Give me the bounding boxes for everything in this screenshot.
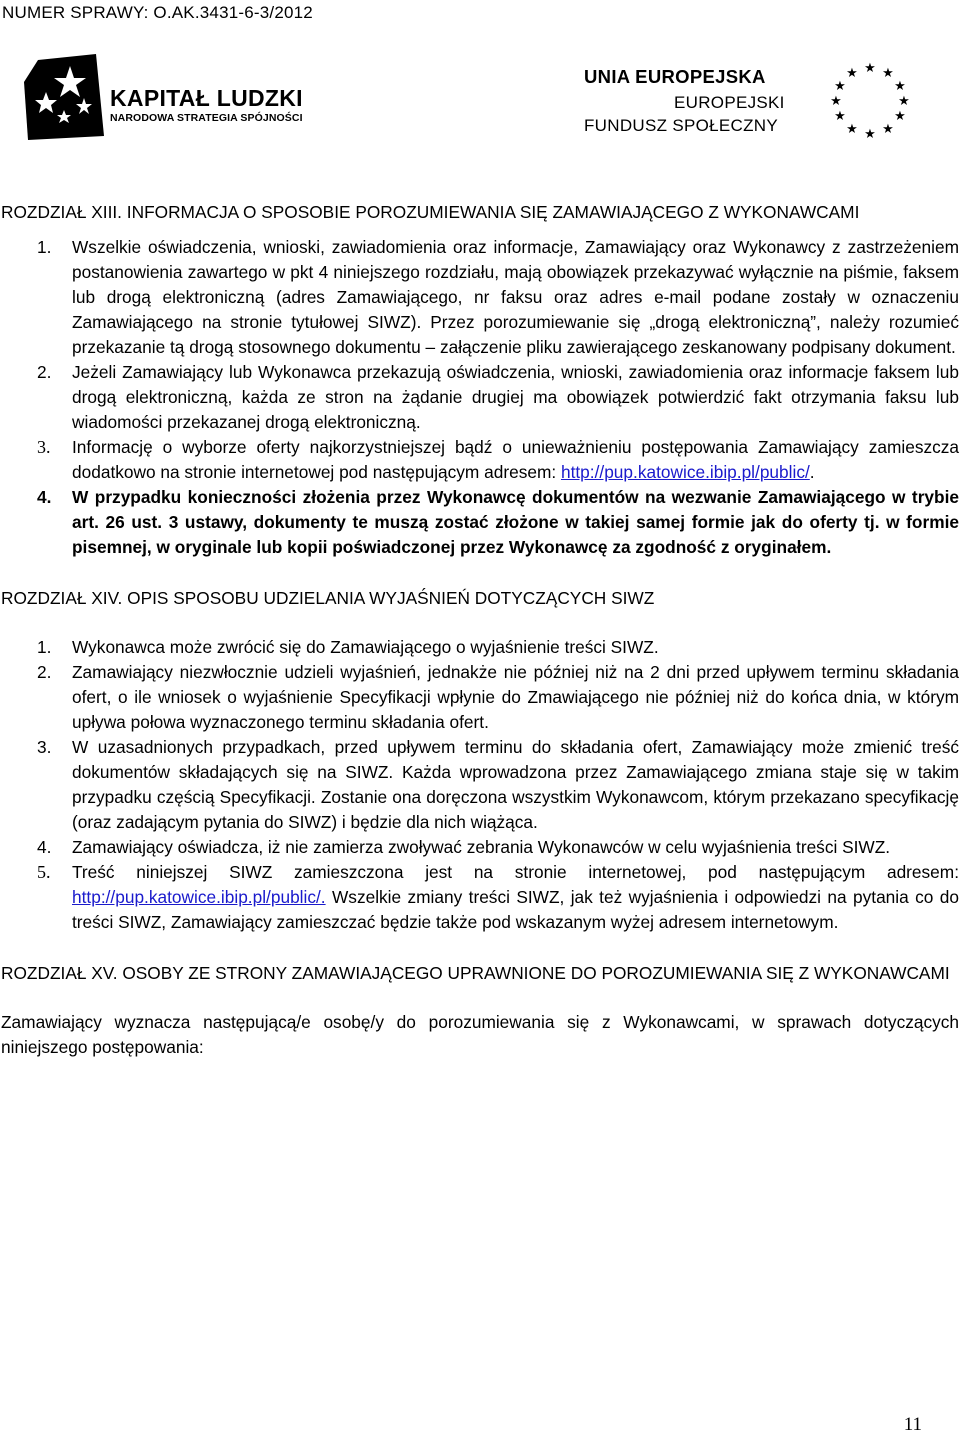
item-text-part: Informację o wyborze oferty najkorzystniejszej bądź o unieważnieniu postępowania Zamawiający zamieszcza dodatkowo na stronie internetowej pod następującym adresem: [72, 437, 959, 482]
kapital-ludzki-emblem-icon [24, 52, 108, 142]
item-text: Zamawiający niezwłocznie udzieli wyjaśnień, jednakże nie później niż na 2 dni przed upływem terminu składania ofert, o ile wniosek o wyjaśnienie Specyfikacji wpłynie do Zmawiającego nie później niż do końca dnia, w którym upływa połowa wyznaczonego terminu składania ofert. [72, 662, 959, 732]
chapter-15-title: ROZDZIAŁ XV. OSOBY ZE STRONY ZAMAWIAJĄCEGO UPRAWNIONE DO POROZUMIEWANIA SIĘ Z WYKONAWCAMI [1, 963, 950, 983]
item-number: 3. [37, 737, 52, 757]
list-item [1, 835, 959, 860]
list-item [1, 360, 959, 435]
chapter-15-paragraph: Zamawiający wyznacza następującą/e osobę/y do porozumiewania się z Wykonawcami, w sprawach dotyczących niniejszego postępowania: [1, 1012, 959, 1057]
item-text-end: Wszelkie zmiany treści SIWZ, jak też wyjaśnienia i odpowiedzi na pytania co do treści SIWZ, Zamawiający zamieszczać będzie także pod wskazanym wyżej adresem internetowym. [72, 887, 959, 932]
item-number: 4. [37, 837, 52, 857]
svg-text:★: ★ [898, 94, 910, 109]
svg-text:★: ★ [882, 66, 894, 81]
item-text: Wszelkie oświadczenia, wnioski, zawiadomienia oraz informacje, Zamawiający oraz Wykonawcy z zastrzeżeniem postanowienia zawartego w pkt 4 niniejszego rozdziału, mają obowiązek przekazywać wyłącznie na piśmie, faksem lub drogą elektroniczną (adres Zamawiającego, nr faksu oraz adres e-mail podane zostały w oznaczeniu Zamawiającego na stronie tytułowej SIWZ). Przez porozumiewanie się „drogą elektroniczną”, należy rozumieć przekazanie tą drogą stosownego dokumentu – załączenie pliku zawierającego zeskanowany podpisany dokument. [72, 237, 959, 357]
svg-text:★: ★ [864, 127, 876, 140]
item-number: 1. [37, 237, 52, 257]
page-number: 11 [903, 1414, 922, 1435]
svg-text:★: ★ [834, 109, 846, 124]
list-item [1, 860, 959, 935]
item-number: 2. [37, 362, 52, 382]
item-text: Zamawiający oświadcza, iż nie zamierza zwoływać zebrania Wykonawców w celu wyjaśnienia treści SIWZ. [72, 837, 891, 857]
chapter-13-title: ROZDZIAŁ XIII. INFORMACJA O SPOSOBIE POROZUMIEWANIA SIĘ ZAMAWIAJĄCEGO Z WYKONAWCAMI [1, 202, 860, 222]
item-number: 2. [37, 662, 52, 682]
item-text: Wykonawca może zwrócić się do Zamawiającego o wyjaśnienie treści SIWZ. [72, 637, 659, 657]
item-number: 1. [37, 637, 52, 657]
item-text: W uzasadnionych przypadkach, przed upływem terminu do składania ofert, Zamawiający może zmienić treść dokumentów składających się na SIWZ. Każda wprowadzona przez Zamawiającego zmiana staje się w takim przypadku częścią Specyfikacji. Zostanie ona doręczona wszystkim Wykonawcom, którym przekazano specyfikację (oraz zadającym pytania do SIWZ) i będzie dla nich wiążąca. [72, 737, 959, 832]
item-text [72, 435, 959, 485]
ue-line-2: EUROPEJSKI [674, 93, 785, 112]
item-text: Jeżeli Zamawiający lub Wykonawca przekazują oświadczenia, wnioski, zawiadomienia oraz informacje faksem lub drogą elektroniczną, każda ze stron na żądanie drugiej ma obowiązek potwierdzić fakt otrzymania faksu lub wiadomości przekazanej drogą elektroniczną. [72, 362, 959, 432]
svg-text:★: ★ [864, 61, 876, 76]
item-text: W przypadku konieczności złożenia przez Wykonawcę dokumentów na wezwanie Zamawiającego w trybie art. 26 ust. 3 ustawy, dokumenty te muszą zostać złożone w takiej samej formie jak do oferty tj. w formie pisemnej, w oryginale lub kopii poświadczonej przez Wykonawcę za zgodność z oryginałem. [72, 487, 959, 557]
svg-text:★: ★ [894, 79, 906, 94]
item-number: 3. [37, 437, 51, 457]
document-body [1, 200, 959, 1060]
kapital-ludzki-subtitle: NARODOWA STRATEGIA SPÓJNOŚCI [110, 112, 303, 124]
eu-stars-icon [822, 60, 918, 140]
item-text-end: . [809, 462, 815, 482]
item-number: 4. [37, 487, 52, 507]
svg-text:★: ★ [834, 79, 846, 94]
list-item [1, 435, 959, 485]
list-item [1, 485, 959, 560]
kapital-ludzki-title: KAPITAŁ LUDZKI [110, 85, 303, 111]
case-number: NUMER SPRAWY: O.AK.3431-6-3/2012 [2, 3, 313, 22]
ue-line-3: FUNDUSZ SPOŁECZNY [584, 116, 779, 135]
chapter-14-title: ROZDZIAŁ XIV. OPIS SPOSOBU UDZIELANIA WYJAŚNIEŃ DOTYCZĄCYCH SIWZ [1, 588, 655, 608]
list-item [1, 235, 959, 360]
svg-text:★: ★ [894, 109, 906, 124]
svg-text:★: ★ [846, 122, 858, 137]
ue-title: UNIA EUROPEJSKA [584, 66, 766, 87]
bip-link[interactable]: http://pup.katowice.ibip.pl/public/. [72, 887, 326, 907]
list-item [1, 735, 959, 835]
item-number: 5. [37, 862, 51, 882]
svg-text:★: ★ [846, 66, 858, 81]
kapital-ludzki-logo [24, 52, 324, 142]
item-text-part: Treść niniejszej SIWZ zamieszczona jest na stronie internetowej, pod następującym adresem: [72, 862, 959, 882]
list-item [1, 635, 959, 660]
bip-link[interactable]: http://pup.katowice.ibip.pl/public/ [560, 462, 810, 482]
item-text [72, 860, 959, 935]
ue-efs-logo [584, 52, 934, 142]
svg-text:★: ★ [830, 94, 842, 109]
svg-text:★: ★ [882, 122, 894, 137]
list-item [1, 660, 959, 735]
